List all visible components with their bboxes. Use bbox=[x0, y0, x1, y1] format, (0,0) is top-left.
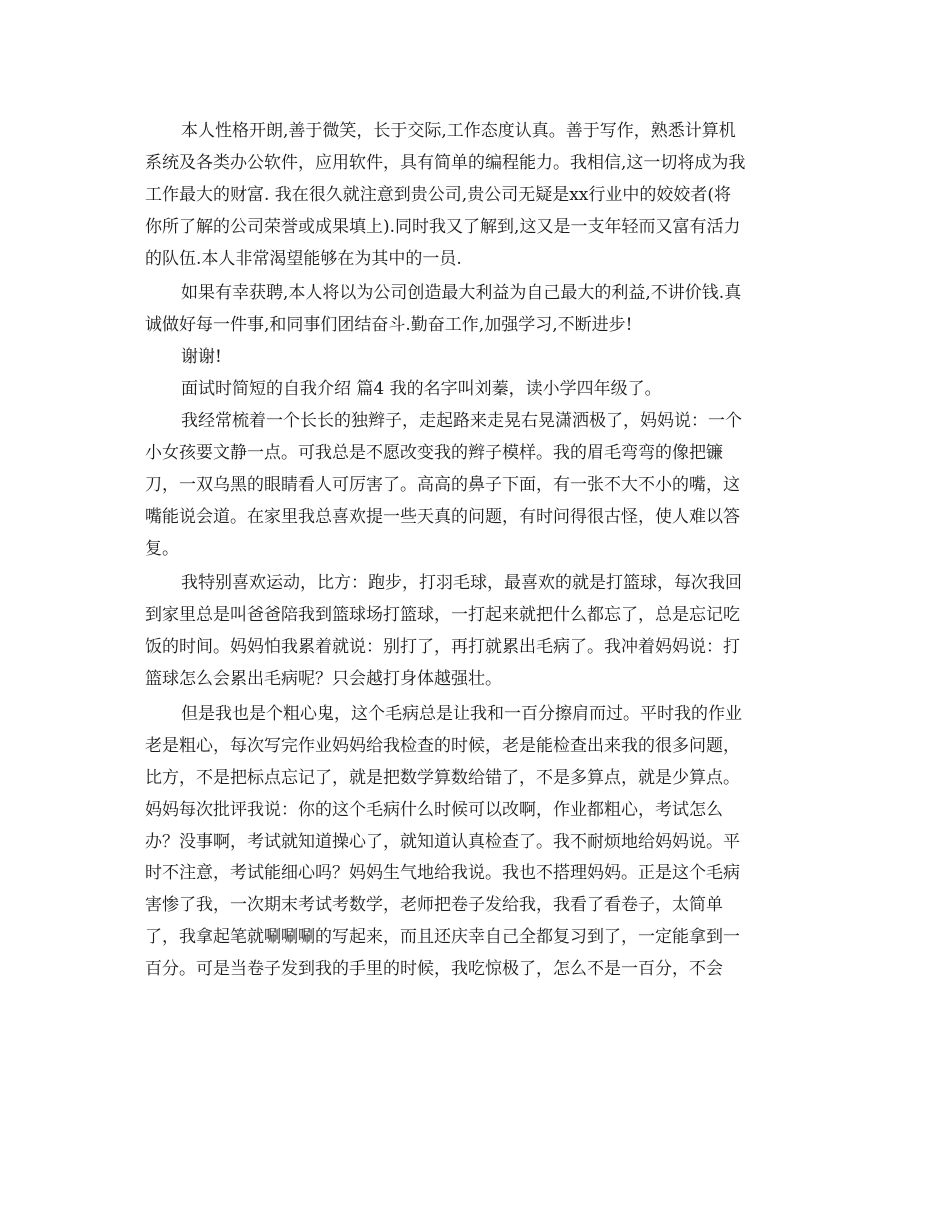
text-line: 我特别喜欢运动，比方：跑步，打羽毛球，最喜欢的就是打篮球，每次我回 bbox=[181, 573, 742, 594]
text-line: 谢谢! bbox=[181, 347, 222, 368]
text-line: 但是我也是个粗心鬼，这个毛病总是让我和一百分擦肩而过。平时我的作业 bbox=[181, 704, 742, 725]
text-line: 诚做好每一件事,和同事们团结奋斗.勤奋工作,加强学习,不断进步! bbox=[145, 315, 633, 336]
text-line: 时不注意，考试能细心吗？妈妈生气地给我说。我也不搭理妈妈。正是这个毛病 bbox=[145, 863, 740, 884]
text-line: 面试时简短的自我介绍 篇4 我的名字叫刘蓁，读小学四年级了。 bbox=[181, 379, 662, 400]
text-line: 妈妈每次批评我说：你的这个毛病什么时候可以改啊，作业都粗心，考试怎么 bbox=[145, 799, 723, 820]
text-line: 老是粗心，每次写完作业妈妈给我检查的时候，老是能检查出来我的很多问题， bbox=[145, 735, 740, 756]
text-line: 嘴能说会道。在家里我总喜欢提一些天真的问题，有时问得很古怪，使人难以答 bbox=[145, 506, 740, 527]
text-line: 系统及各类办公软件，应用软件，具有简单的编程能力。我相信,这一切将成为我 bbox=[145, 152, 746, 173]
text-line: 我经常梳着一个长长的独辫子，走起路来走晃右晃潇洒极了，妈妈说：一个 bbox=[181, 411, 742, 432]
text-line: 小女孩要文静一点。可我总是不愿改变我的辫子模样。我的眉毛弯弯的像把镰 bbox=[145, 442, 723, 463]
text-line: 饭的时间。妈妈怕我累着就说：别打了，再打就累出毛病了。我冲着妈妈说：打 bbox=[145, 637, 740, 658]
text-line: 篮球怎么会累出毛病呢？只会越打身体越强壮。 bbox=[145, 669, 502, 690]
text-line: 如果有幸获聘,本人将以为公司创造最大利益为自己最大的利益,不讲价钱.真 bbox=[181, 283, 742, 304]
text-line: 的队伍.本人非常渴望能够在为其中的一员. bbox=[145, 248, 462, 269]
text-line: 你所了解的公司荣誉或成果填上).同时我又了解到,这又是一支年轻而又富有活力 bbox=[145, 216, 741, 237]
text-line: 本人性格开朗,善于微笑，长于交际,工作态度认真。善于写作，熟悉计算机 bbox=[181, 121, 736, 141]
text-line: 百分。可是当卷子发到我的手里的时候，我吃惊极了，怎么不是一百分，不会 bbox=[145, 959, 723, 980]
text-line: 害惨了我，一次期末考试考数学，老师把卷子发给我，我看了看卷子，太简单 bbox=[145, 895, 723, 916]
text-line: 复。 bbox=[145, 538, 179, 559]
text-line: 到家里总是叫爸爸陪我到篮球场打篮球，一打起来就把什么都忘了，总是忘记吃 bbox=[145, 605, 740, 626]
text-line: 办？没事啊，考试就知道操心了，就知道认真检查了。我不耐烦地给妈妈说。平 bbox=[145, 831, 740, 852]
text-line: 刀，一双乌黑的眼睛看人可厉害了。高高的鼻子下面，有一张不大不小的嘴，这 bbox=[145, 474, 740, 495]
document-body bbox=[145, 116, 810, 986]
text-line: 了，我拿起笔就唰唰唰的写起来，而且还庆幸自己全都复习到了，一定能拿到一 bbox=[145, 927, 740, 948]
text-line: 工作最大的财富. 我在很久就注意到贵公司,贵公司无疑是xx行业中的姣姣者(将 bbox=[145, 184, 732, 205]
text-line: 比方，不是把标点忘记了，就是把数学算数给错了，不是多算点，就是少算点。 bbox=[145, 767, 740, 788]
